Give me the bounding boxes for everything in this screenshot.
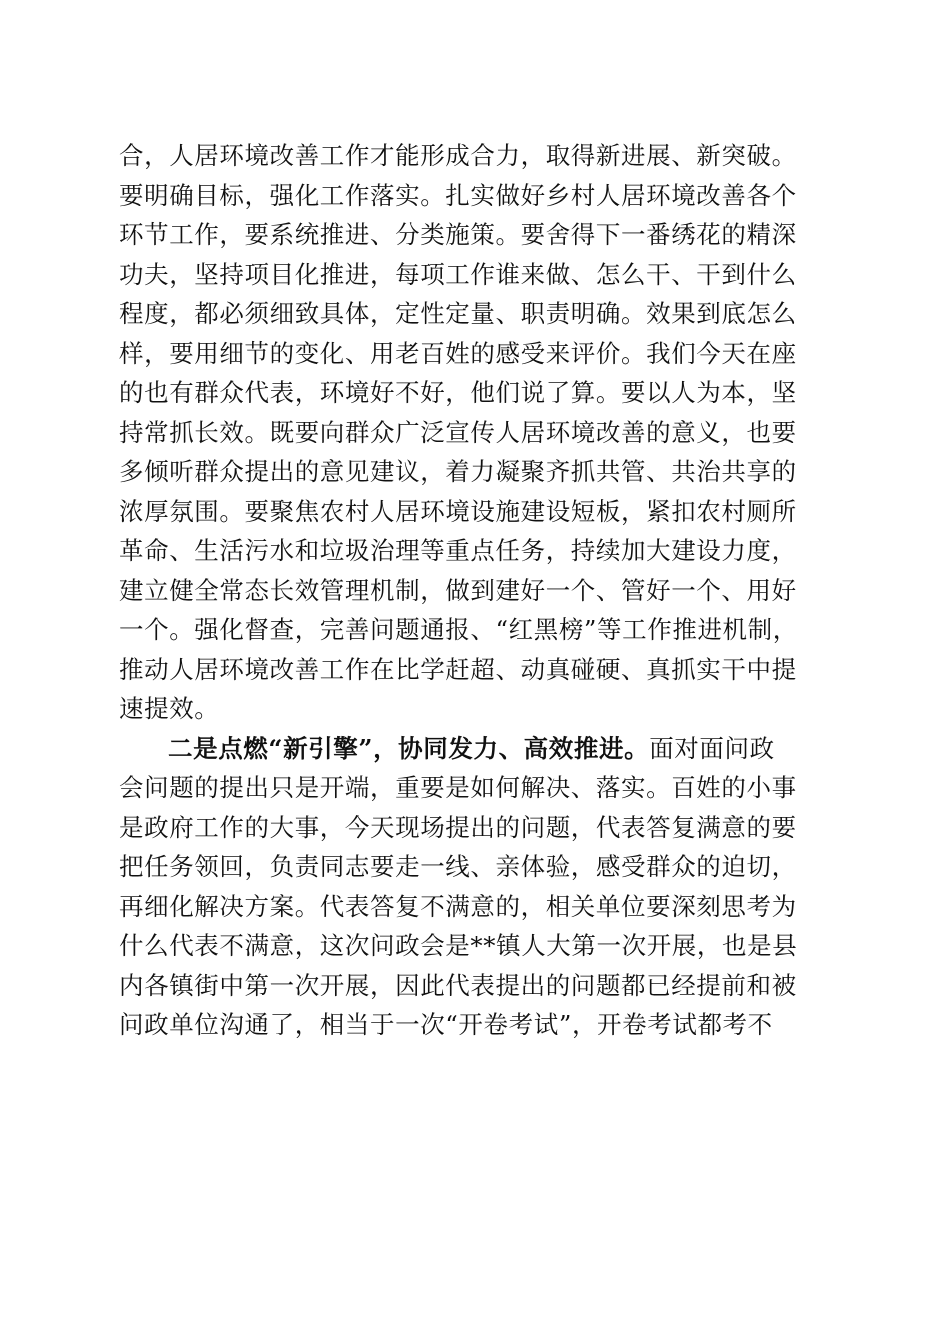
- text-line: 问政单位沟通了，相当于一次“开卷考试”，开卷考试都考不: [119, 1010, 773, 1039]
- text-line: 样，要用细节的变化、用老百姓的感受来评价。我们今天在座: [119, 338, 797, 368]
- paragraph-2-first-line: [119, 729, 835, 769]
- text-line: 会问题的提出只是开端，重要是如何解决、落实。百姓的小事: [119, 773, 797, 802]
- section-heading: 二是点燃“新引擎”，协同发力、高效推进。: [168, 733, 650, 763]
- text-line: 多倾听群众提出的意见建议，着力凝聚齐抓共管、共治共享的: [119, 457, 797, 486]
- text-line: 内各镇街中第一次开展，因此代表提出的问题都已经提前和被: [119, 970, 797, 1000]
- paragraph-2: [119, 729, 835, 1045]
- text-line: 什么代表不满意，这次问政会是**镇人大第一次开展，也是县: [119, 931, 798, 960]
- text-line: 推动人居环境改善工作在比学赶超、动真碰硬、真抓实干中提: [119, 654, 797, 684]
- text-line: 一个。强化督查，完善问题通报、“红黑榜”等工作推进机制，: [119, 615, 798, 644]
- text-line: 建立健全常态长效管理机制，做到建好一个、管好一个、用好: [119, 575, 797, 605]
- text-line: 功夫，坚持项目化推进，每项工作谁来做、怎么干、干到什么: [119, 259, 797, 289]
- text-line: 环节工作，要系统推进、分类施策。要舍得下一番绣花的精深: [119, 220, 797, 249]
- text-line: 的也有群众代表，环境好不好，他们说了算。要以人为本，坚: [119, 378, 797, 407]
- paragraph-1: [119, 136, 835, 729]
- text-run: 面对面问政: [649, 733, 775, 763]
- text-line: 要明确目标，强化工作落实。扎实做好乡村人居环境改善各个: [119, 180, 797, 210]
- text-line: 持常抓长效。既要向群众广泛宣传人居环境改善的意义，也要: [119, 417, 797, 447]
- text-line: 速提效。: [119, 694, 220, 723]
- text-line: 革命、生活污水和垃圾治理等重点任务，持续加大建设力度，: [119, 536, 797, 565]
- text-line: 程度，都必须细致具体，定性定量、职责明确。效果到底怎么: [119, 299, 797, 328]
- text-line: 再细化解决方案。代表答复不满意的，相关单位要深刻思考为: [119, 891, 797, 921]
- text-line: 浓厚氛围。要聚焦农村人居环境设施建设短板，紧扣农村厕所: [119, 496, 797, 526]
- text-line: 是政府工作的大事，今天现场提出的问题，代表答复满意的要: [119, 812, 797, 842]
- text-line: 合，人居环境改善工作才能形成合力，取得新进展、新突破。: [119, 141, 797, 170]
- body-text: [119, 136, 835, 1045]
- text-line: 把任务领回，负责同志要走一线、亲体验，感受群众的迫切，: [119, 852, 797, 881]
